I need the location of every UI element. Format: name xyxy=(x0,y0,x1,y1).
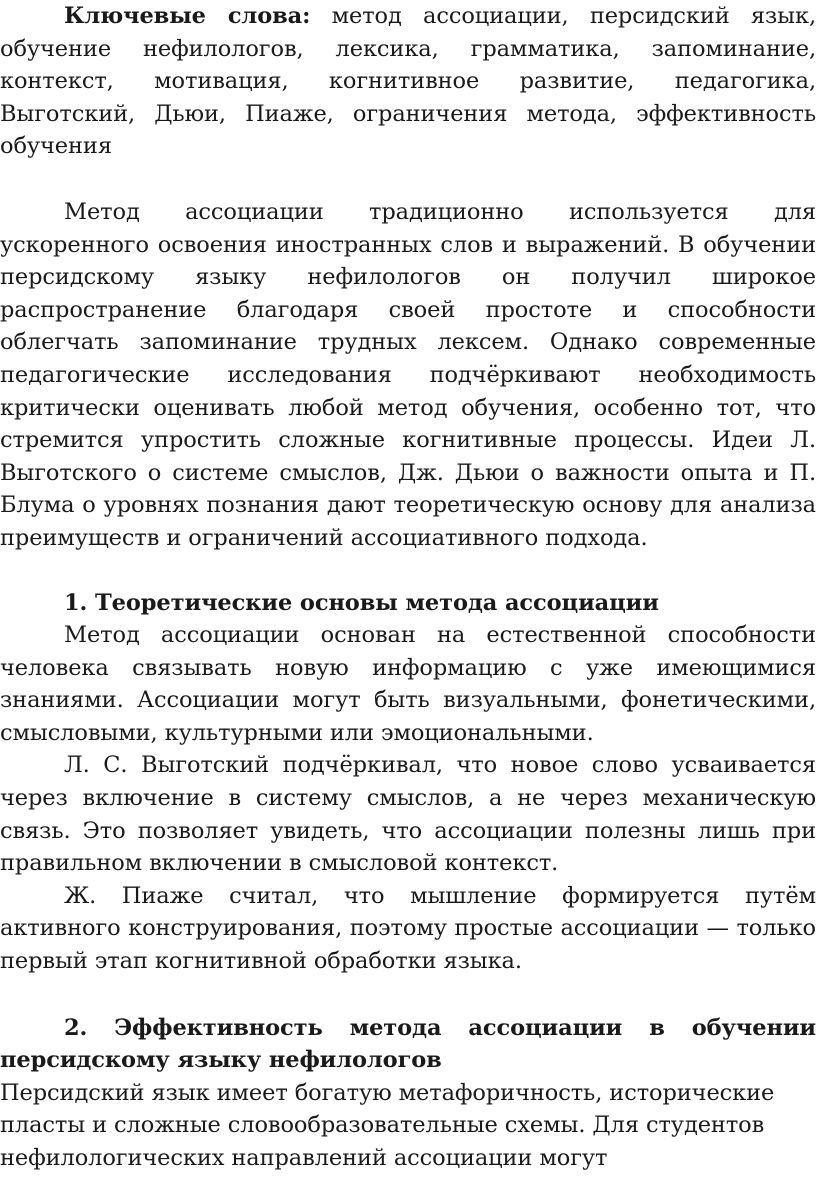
spacer xyxy=(0,555,816,587)
keywords-paragraph xyxy=(0,0,816,163)
section-1-heading: 1. Теоретические основы метода ассоциации xyxy=(64,589,659,616)
spacer xyxy=(0,978,816,1012)
intro-paragraph: Метод ассоциации традиционно используется для ускоренного освоения иностранных слов и выражений. В обучении персидскому языку нефилологов он получил широкое распространение благодаря своей простоте и способности облегчать запоминание трудных лексем. Однако современные педагогические исследования подчёркивают необходимость критически оценивать любой метод обучения, особенно тот, что стремится упростить сложные когнитивные процессы. Идеи Л. Выготского о системе смыслов, Дж. Дьюи о важности опыта и П. Блума о уровнях познания дают теоретическую основу для анализа преимуществ и ограничений ассоциативного подхода. xyxy=(0,198,816,551)
keywords-label: Ключевые слова: xyxy=(64,3,311,29)
section-2-heading: 2. Эффективность метода ассоциации в обучении персидскому языку нефилологов xyxy=(0,1014,816,1074)
section-1-paragraph-1: Метод ассоциации основан на естественной способности человека связывать новую информацию с уже имеющимися знаниями. Ассоциации могут быть визуальными, фонетическими, смысловыми, культурными или эмоциональными. xyxy=(0,622,816,746)
spacer xyxy=(0,163,816,196)
section-1-paragraph-2: Л. С. Выготский подчёркивал, что новое слово усваивается через включение в систему смыслов, а не через механическую связь. Это позволяет увидеть, что ассоциации полезны лишь при правильном включении в смысловой контекст. xyxy=(0,752,816,877)
keywords-text: метод ассоциации, персидский язык, обучение нефилологов, лексика, грамматика, запоминание, контекст, мотивация, когнитивное развитие, педагогика, Выготский, Дьюи, Пиаже, ограничения метода, эффективность обучения xyxy=(0,3,816,160)
section-2-paragraph: Персидский язык имеет богатую метафоричность, исторические пласты и сложные словообразовательные схемы. Для студентов нефилологических направлений ассоциации могут xyxy=(0,1079,775,1171)
section-1-paragraph-3: Ж. Пиаже считал, что мышление формируется путём активного конструирования, поэтому простые ассоциации — только первый этап когнитивной обработки языка. xyxy=(0,882,816,975)
